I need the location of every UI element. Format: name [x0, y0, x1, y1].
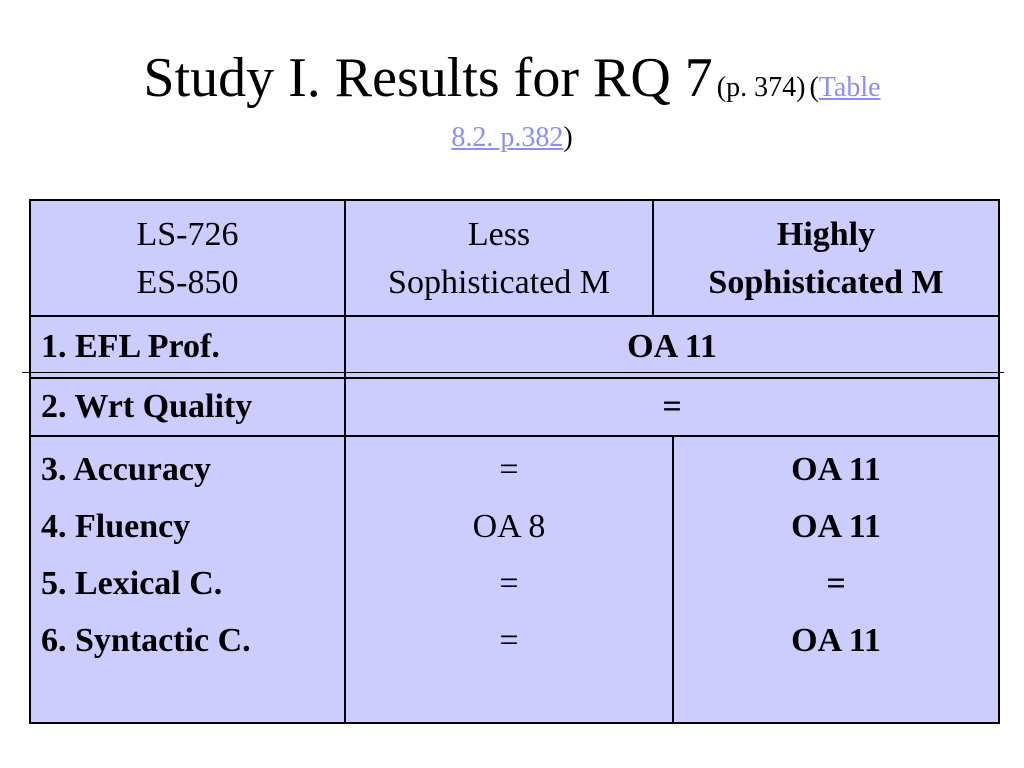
slide-title — [0, 47, 1024, 109]
row-value-efl: OA 11 — [345, 316, 999, 378]
highly-value-lexical: = — [826, 565, 846, 602]
table-row-wrt — [30, 378, 999, 436]
header-highly-line2: Sophisticated M — [708, 264, 944, 301]
header-less-line2: Sophisticated M — [388, 264, 610, 301]
title-page-ref: (p. 374) — [716, 72, 806, 103]
title-paren-close: ) — [563, 122, 573, 153]
header-highly-line1: Highly — [776, 216, 876, 253]
header-cell-highly — [653, 200, 999, 316]
header-ls-label: LS-726 — [136, 216, 239, 253]
row-value-wrt: = — [345, 378, 999, 436]
table-row-efl — [30, 316, 999, 378]
header-less-line1: Less — [467, 216, 531, 253]
group-highly-cell — [673, 436, 999, 723]
highly-value-syntactic: OA 11 — [791, 622, 881, 659]
row-label-wrt: 2. Wrt Quality — [30, 378, 345, 436]
group-label-lexical: 5. Lexical C. — [41, 565, 223, 602]
table-row-group — [30, 436, 999, 723]
group-less-cell — [345, 436, 673, 723]
title-main: Study I. Results for RQ 7 — [143, 47, 713, 109]
title-paren-open: ( — [809, 72, 819, 103]
table-link-part2[interactable]: 8.2. p.382 — [451, 122, 564, 153]
group-label-fluency: 4. Fluency — [41, 508, 191, 545]
table-header-row — [30, 200, 999, 316]
horizontal-rule — [22, 372, 1004, 373]
group-label-accuracy: 3. Accuracy — [41, 451, 211, 488]
highly-value-fluency: OA 11 — [791, 508, 881, 545]
less-value-fluency: OA 8 — [472, 508, 546, 545]
header-cell-less — [345, 200, 653, 316]
group-labels-cell — [30, 436, 345, 723]
header-cell-sample — [30, 200, 345, 316]
table-link-part1[interactable]: Table — [818, 72, 881, 103]
results-table — [29, 199, 1000, 724]
highly-value-accuracy: OA 11 — [791, 451, 881, 488]
less-value-syntactic: = — [499, 622, 519, 659]
group-label-syntactic: 6. Syntactic C. — [41, 622, 251, 659]
row-label-efl: 1. EFL Prof. — [30, 316, 345, 378]
less-value-accuracy: = — [499, 451, 519, 488]
title-line2 — [0, 124, 1024, 152]
less-value-lexical: = — [499, 565, 519, 602]
header-es-label: ES-850 — [136, 264, 239, 301]
